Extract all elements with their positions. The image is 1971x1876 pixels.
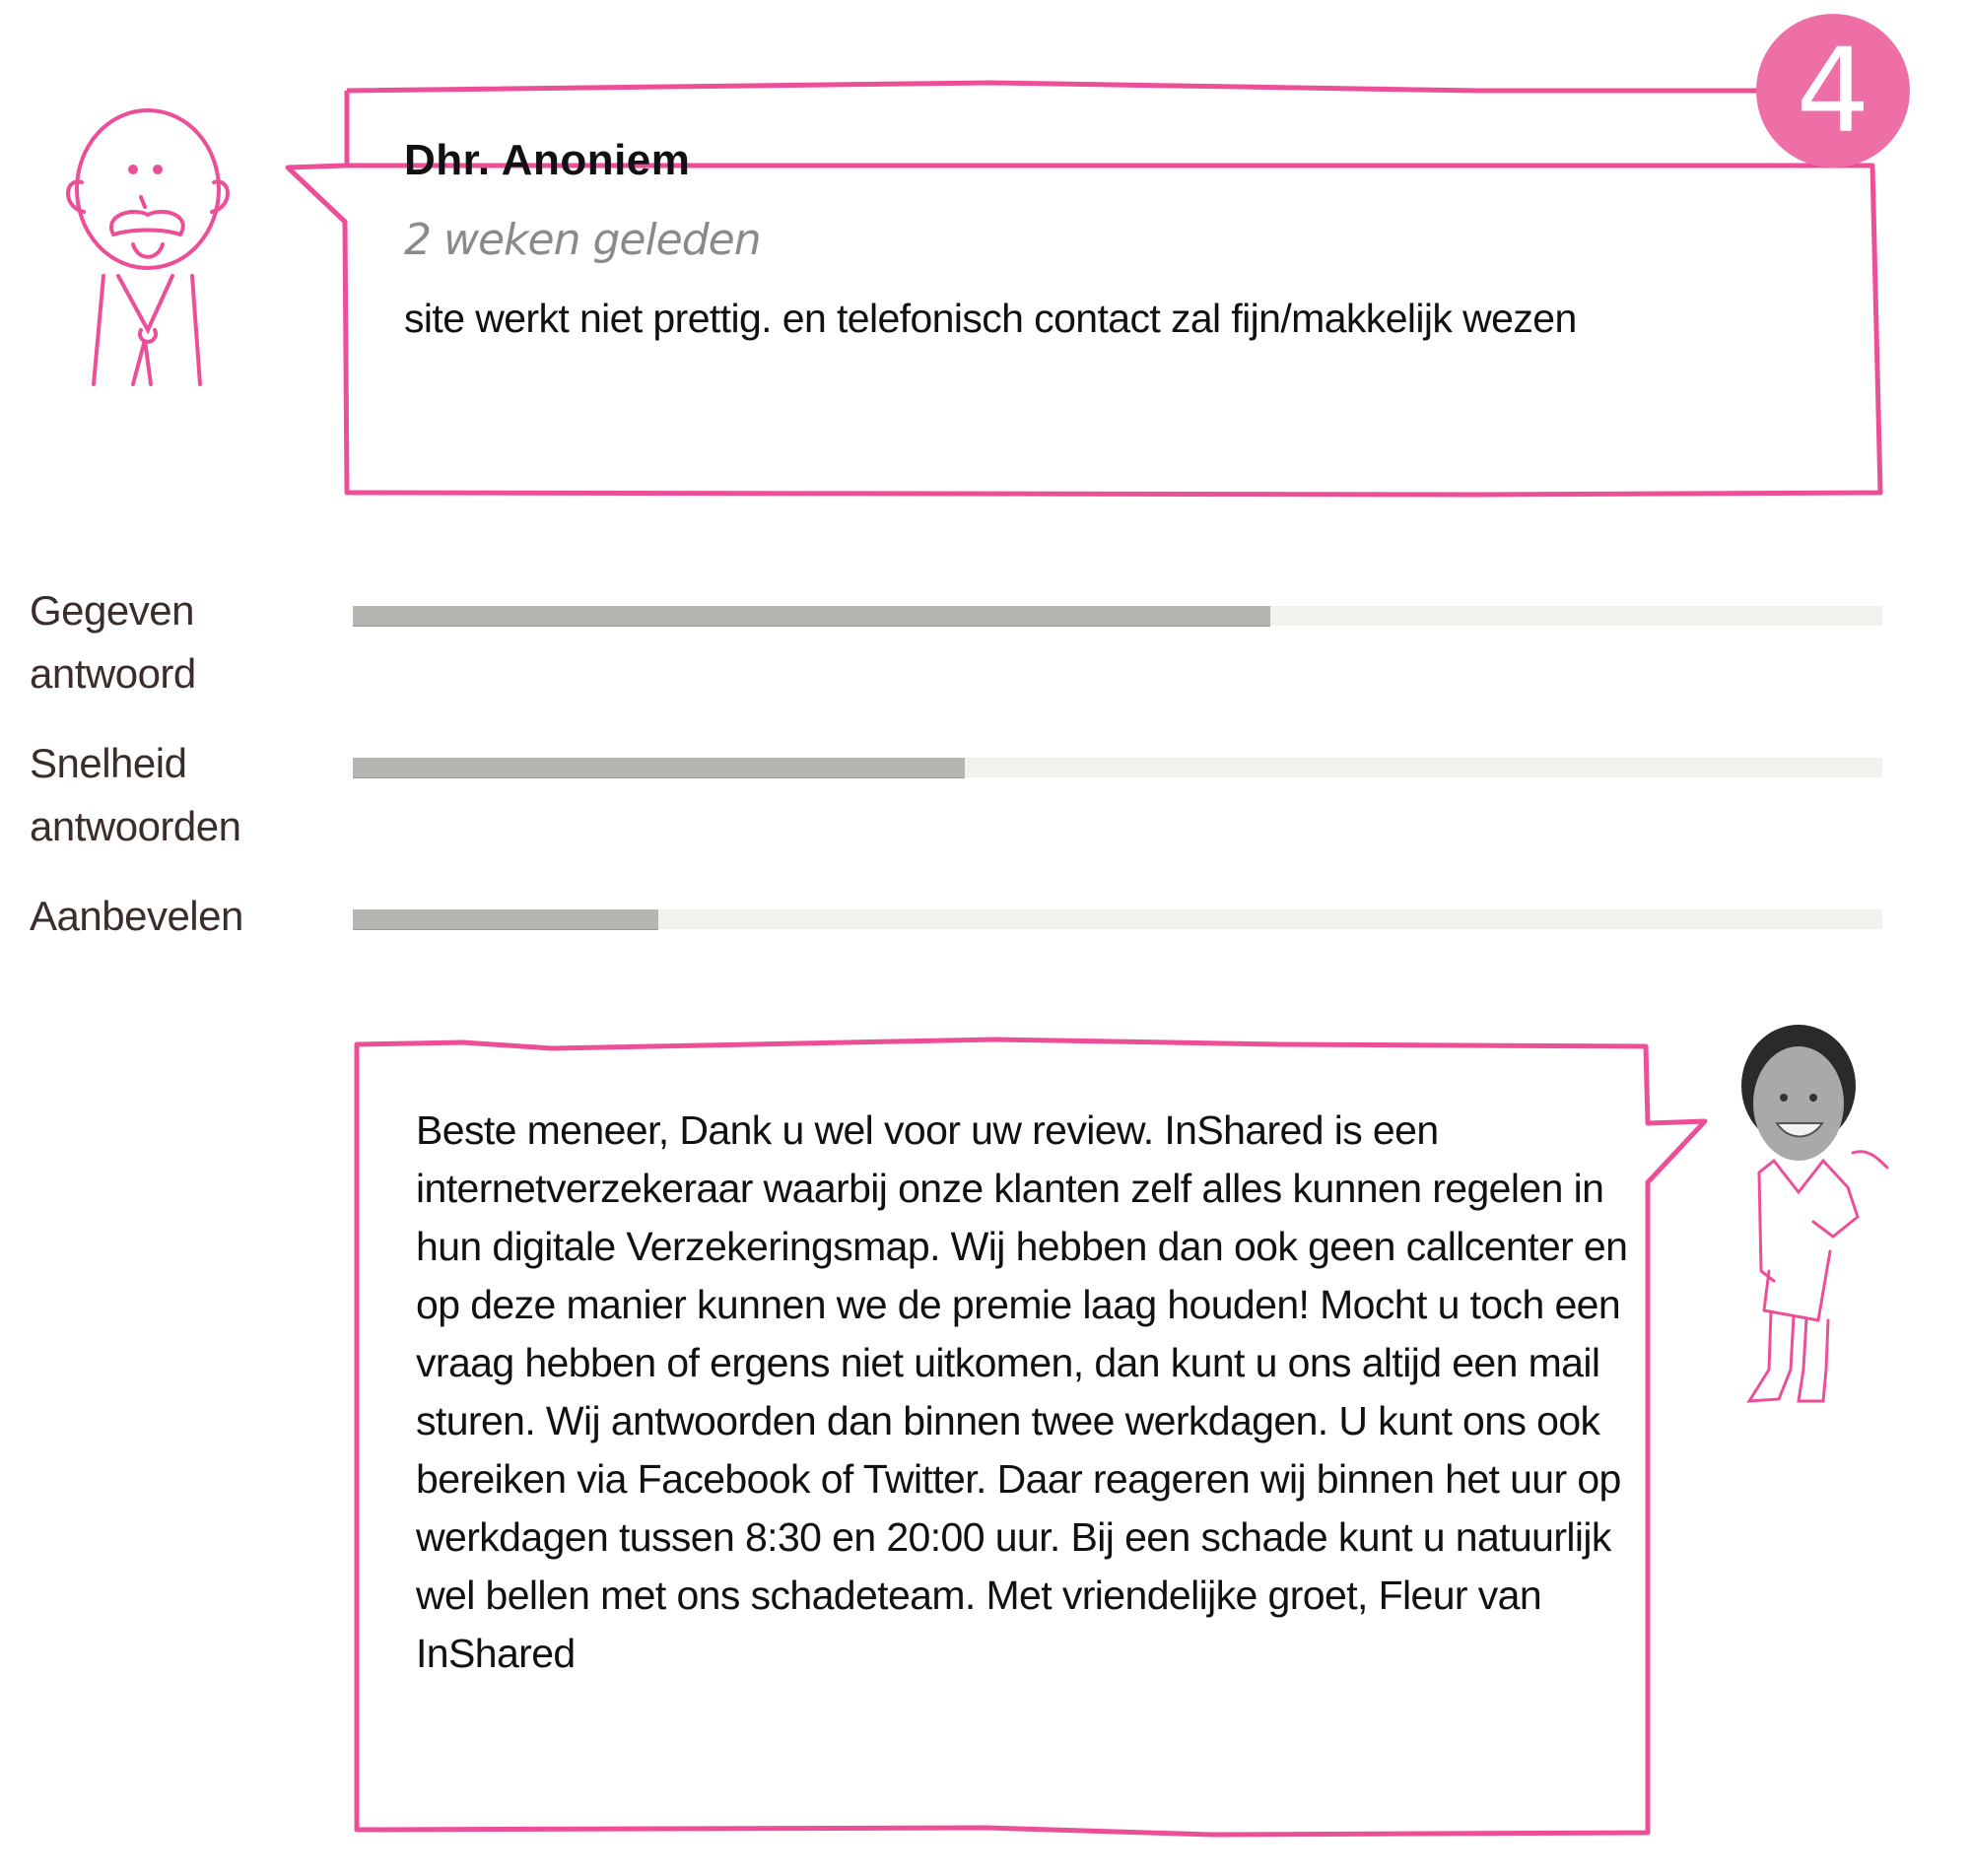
rating-label-line: Aanbevelen — [30, 893, 243, 939]
cartoon-woman-photo-head-icon — [1700, 1025, 1897, 1448]
rating-label-line: antwoorden — [30, 803, 241, 849]
review-text: site werkt niet prettig. en telefonisch contact zal fijn/makkelijk wezen — [404, 296, 1577, 341]
review-date: 2 weken geleden — [404, 215, 761, 265]
rating-label-line: Gegeven — [30, 587, 194, 634]
review-author: Dhr. Anoniem — [404, 136, 691, 184]
reply-text: Beste meneer, Dank u wel voor uw review. InShared is een internetverzekeraar waarbij onze klanten zelf alles kunnen regelen in hun digitale Verzekeringsmap. Wij hebben dan ook geen callcenter en op deze manier kunnen we de premie laag houden! Mocht u toch een vraag hebben of ergens niet uitkomen, dan kunt u ons altijd een mail sturen. Wij antwoorden dan binnen twee werkdagen. U kunt ons ook bereiken via Facebook of Twitter. Daar reageren wij binnen het uur op werkdagen tussen 8:30 en 20:00 uur. Bij een schade kunt u natuurlijk wel bellen met ons schadeteam. Met vriendelijke groet, Fleur van InShared — [416, 1107, 1628, 1676]
rating-label-line: Snelheid — [30, 740, 187, 786]
rating-label-line: antwoord — [30, 650, 196, 697]
score-badge: 4 — [1756, 14, 1910, 168]
